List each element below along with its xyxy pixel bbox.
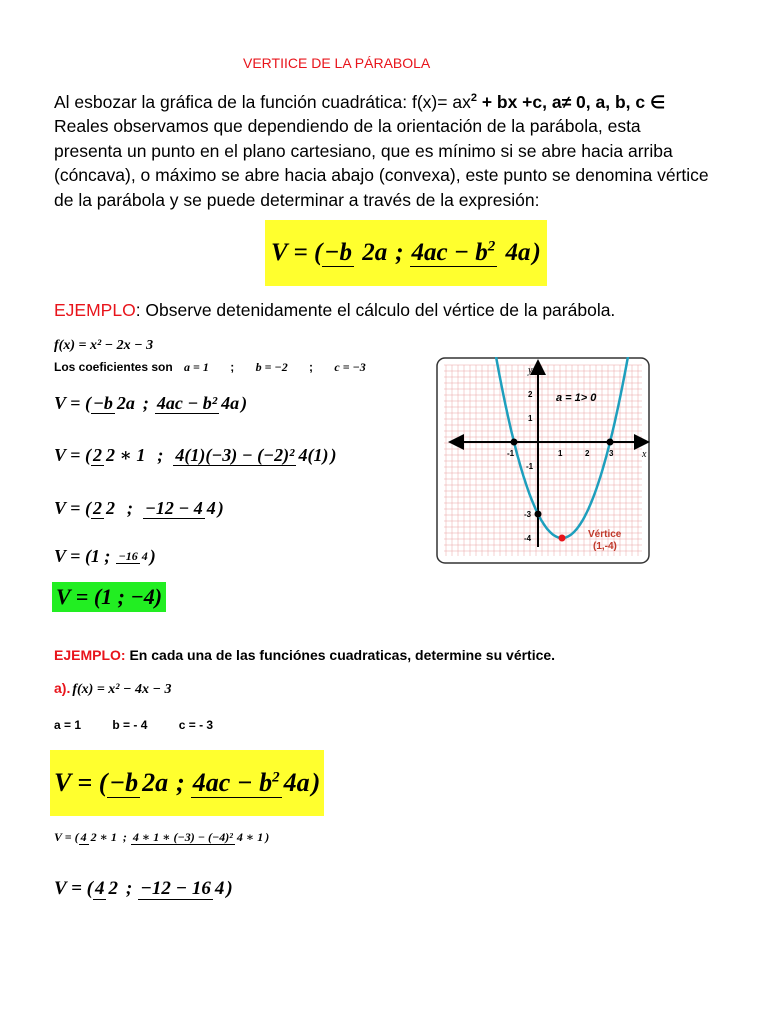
vertex-formula <box>265 220 547 286</box>
vertex-label: Vértice <box>588 529 622 540</box>
step2-lhs: V = ( <box>54 445 91 465</box>
ex2-formula-semicolon: ; <box>176 768 185 797</box>
formula-den-1: 2a <box>362 239 388 266</box>
example2-step-2 <box>54 878 233 900</box>
formula-lhs: V = ( <box>271 239 323 266</box>
step4-fraction-y <box>116 549 149 564</box>
intro-line-1-tail: + bx +c, a≠ 0, a, b, c ∈ <box>476 91 666 112</box>
coef-c: c = −3 <box>334 360 366 374</box>
coef-sep-1: ; <box>230 360 235 374</box>
step3-fraction-x <box>91 498 117 519</box>
ex2-formula-n1: −b <box>109 768 139 797</box>
x-tick-neg1: -1 <box>507 449 515 458</box>
example2-label: EJEMPLO: <box>54 647 126 663</box>
ex2-formula-fraction-y <box>191 768 312 798</box>
example1-step-1 <box>54 393 247 414</box>
ex2-step2-n2: −12 − 16 <box>140 878 211 899</box>
ex2-step1-n2: 4 ∗ 1 ∗ (−3) − (−4)² <box>132 830 233 844</box>
ex2-step1-fraction-y <box>131 830 265 845</box>
ex2-step2-n1: 4 <box>94 878 105 899</box>
example2-item-a <box>54 680 171 698</box>
example1-result: V = (1 ; −4) <box>52 582 166 612</box>
step3-d2: 4 <box>206 498 216 518</box>
coef-label: Los coeficientes son <box>54 360 173 374</box>
ex2-step1-d1: 2 ∗ 1 <box>90 830 117 844</box>
formula-close: ) <box>532 239 541 266</box>
formula-num-2-exp: 2 <box>487 238 496 255</box>
ex2-step1-close: ) <box>265 830 270 844</box>
y-tick-neg4: -4 <box>524 534 532 543</box>
step1-n2: 4ac − b² <box>156 393 218 413</box>
step2-n1: 2 <box>92 445 102 465</box>
step2-d1: 2 ∗ 1 <box>105 445 146 465</box>
ex2-step1-d2: 4 ∗ 1 <box>236 830 264 844</box>
coef-sep-2: ; <box>309 360 314 374</box>
step3-n1: 2 <box>92 498 102 518</box>
step4-n2: −16 <box>118 549 138 563</box>
y-tick-1: 1 <box>528 414 533 423</box>
step2-d2: 4(1) <box>298 445 329 465</box>
x-tick-1: 1 <box>558 449 563 458</box>
example1-step-2 <box>54 445 336 466</box>
step3-semicolon: ; <box>126 498 133 518</box>
ex2-formula-fraction-x <box>107 768 170 798</box>
step1-n1: −b <box>92 393 113 413</box>
example2-formula <box>50 750 324 816</box>
example2-step-1 <box>54 830 269 845</box>
step2-n2: 4(1)(−3) − (−2)² <box>175 445 295 465</box>
page-title: VERTIICE DE LA PÁRABOLA <box>243 55 431 71</box>
parabola-graph <box>436 357 650 564</box>
intro-line-1: Al esbozar la gráfica de la función cuadrática: f(x)= ax <box>54 91 471 112</box>
step4-close: ) <box>149 546 156 566</box>
step1-fraction-x <box>91 393 137 414</box>
x-tick-2: 2 <box>585 449 590 458</box>
root-point-right <box>607 439 614 446</box>
intro-line-4: (cóncava), o máximo se abre hacia abajo (convexa), este punto se denomina vértice <box>54 165 709 186</box>
ex2-formula-lhs: V = ( <box>54 768 108 797</box>
step1-semicolon: ; <box>142 393 149 413</box>
y-intercept-point <box>535 511 542 518</box>
ex2-formula-close: ) <box>311 768 321 797</box>
step3-lhs: V = ( <box>54 498 91 518</box>
root-point-left <box>511 439 518 446</box>
step3-d1: 2 <box>105 498 115 518</box>
example1-step-3 <box>54 498 224 519</box>
formula-fraction-x <box>322 239 389 267</box>
x-tick-3: 3 <box>609 449 614 458</box>
y-tick-neg3: -3 <box>524 510 532 519</box>
ex2-formula-d1: 2a <box>142 768 169 797</box>
ex2-formula-d2: 4a <box>283 768 310 797</box>
intro-paragraph <box>54 86 709 212</box>
formula-den-2: 4a <box>505 239 531 266</box>
formula-num-1: −b <box>324 239 352 266</box>
y-tick-2: 2 <box>528 390 533 399</box>
ex2-coef-c: c = - 3 <box>178 718 214 732</box>
example1-step-4 <box>54 546 156 567</box>
ex2-coef-a: a = 1 <box>54 718 82 732</box>
step1-d1: 2a <box>116 393 135 413</box>
ex2-step2-d1: 2 <box>108 878 118 899</box>
intro-exponent: 2 <box>470 92 477 104</box>
ex2-coef-b: b = - 4 <box>112 718 148 732</box>
item-a-label: a). <box>54 680 71 696</box>
step2-fraction-y <box>173 445 330 466</box>
graph-svg <box>436 357 650 564</box>
y-axis-label: y <box>528 365 533 376</box>
step1-d2: 4a <box>221 393 240 413</box>
ex2-formula-n2: 4ac − b <box>192 768 273 797</box>
formula-num-2: 4ac − b <box>411 239 488 266</box>
ex2-step1-lhs: V = ( <box>54 830 79 844</box>
step2-close: ) <box>330 445 337 465</box>
ex2-step2-fraction-y <box>138 878 226 900</box>
intro-line-2: Reales observamos que dependiendo de la orientación de la parábola, esta <box>54 116 641 137</box>
ex2-step2-fraction-x <box>93 878 120 900</box>
ex2-step2-d2: 4 <box>214 878 225 899</box>
step4-lhs: V = (1 ; <box>54 546 111 566</box>
formula-fraction-y <box>410 239 533 267</box>
ex2-formula-n2-exp: 2 <box>272 769 280 786</box>
y-tick-neg1: -1 <box>526 462 534 471</box>
example1-function: f(x) = x² − 2x − 3 <box>54 338 154 353</box>
example1-text: : Observe detenidamente el cálculo del vértice de la parábola. <box>135 300 616 320</box>
step2-semicolon: ; <box>157 445 164 465</box>
ex2-step2-lhs: V = ( <box>54 878 93 899</box>
example2-coefficients <box>54 718 213 732</box>
example1-label: EJEMPLO <box>54 300 136 320</box>
intro-line-3: presenta un punto en el plano cartesiano, que es mínimo si se abre hacia arriba <box>54 140 673 161</box>
vertex-coordinates: (1,-4) <box>593 541 617 552</box>
coef-b: b = −2 <box>255 360 288 374</box>
item-a-function: f(x) = x² − 4x − 3 <box>72 682 172 697</box>
step2-fraction-x <box>91 445 147 466</box>
example1-coefficients <box>54 360 366 375</box>
ex2-step1-fraction-x <box>79 830 119 845</box>
step3-fraction-y <box>143 498 218 519</box>
step4-d2: 4 <box>141 549 148 563</box>
step1-close: ) <box>241 393 248 413</box>
example2-heading <box>54 647 555 663</box>
ex2-step1-semicolon: ; <box>122 830 127 844</box>
vertex-point <box>559 535 566 542</box>
x-axis-label: x <box>642 449 647 460</box>
intro-line-5: de la parábola y se puede determinar a través de la expresión: <box>54 189 540 210</box>
example2-text: En cada una de las funciónes cuadraticas, determine su vértice. <box>125 647 556 663</box>
step1-fraction-y <box>155 393 241 414</box>
formula-semicolon: ; <box>395 239 404 266</box>
step3-n2: −12 − 4 <box>144 498 203 518</box>
ex2-step2-close: ) <box>226 878 233 899</box>
step1-lhs: V = ( <box>54 393 91 413</box>
coef-a: a = 1 <box>184 360 209 374</box>
step3-close: ) <box>217 498 224 518</box>
a-label: a = 1> 0 <box>556 392 597 404</box>
ex2-step2-semicolon: ; <box>125 878 133 899</box>
example1-heading <box>54 300 615 321</box>
ex2-step1-n1: 4 <box>80 830 87 844</box>
